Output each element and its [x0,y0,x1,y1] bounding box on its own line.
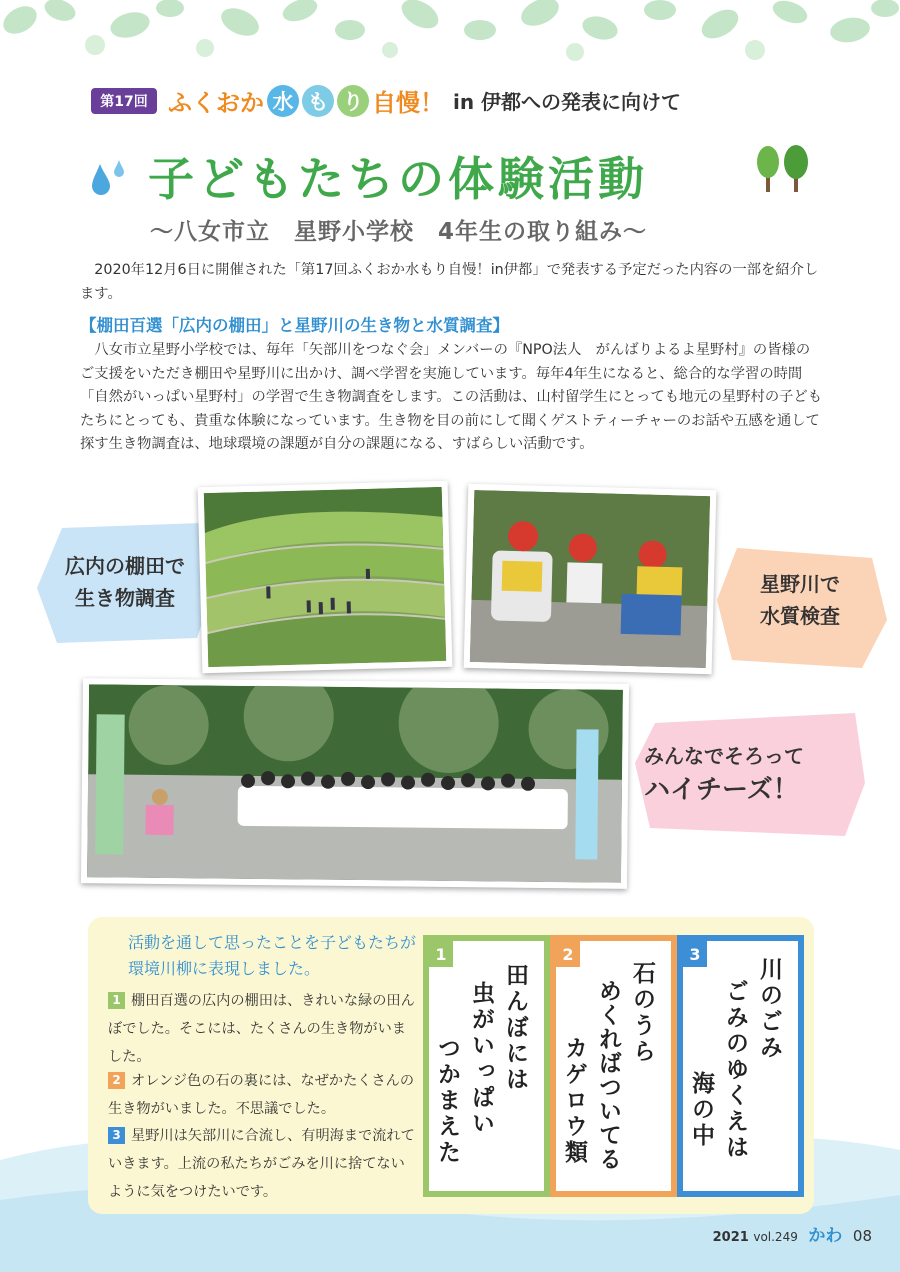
note-number-2: 2 [108,1072,125,1089]
event-char-2: も [302,85,334,117]
event-char-1: 水 [267,85,299,117]
reflection-intro: 活動を通して思ったことを子どもたちが環境川柳に表現しました。 [128,933,417,978]
event-badge: 第17回 [91,88,157,114]
leaf-decoration [0,0,900,70]
card-number-2: 2 [556,941,580,967]
photo-rice-terrace [198,481,453,673]
reflection-note-2 [108,1067,418,1123]
card3-line1: 川のごみ [756,957,782,1061]
card3-line2: ごみのゆくえは [722,979,748,1161]
caption-group-line2: ハイチーズ！ [644,775,799,805]
rice-terrace-image [204,487,446,667]
card2-line2: めくればついてる [595,979,621,1171]
reflection-note-1 [108,987,418,1071]
note-text-3: 星野川は矢部川に合流し、有明海まで流れていきます。上流の私たちがごみを川に捨てないように気をつけたいです。 [108,1128,415,1200]
caption-terrace [40,550,210,614]
senryu-card-1 [423,935,550,1197]
note-number-3: 3 [108,1127,125,1144]
event-name [168,83,681,118]
senryu-card-2 [550,935,677,1197]
note-number-1: 1 [108,992,125,1009]
senryu-card-3 [677,935,804,1197]
event-prefix: ふくおか [168,89,264,117]
note-text-2: オレンジ色の石の裏には、なぜかたくさんの生き物がいました。不思議でした。 [108,1073,415,1117]
event-suffix: 自慢！ [372,89,444,117]
card2-line1: 石のうら [629,961,655,1065]
footer-year: 2021 [712,1230,749,1245]
card1-line3: つかまえた [434,1036,460,1166]
caption-terrace-line1: 広内の棚田で [65,554,185,578]
caption-terrace-line2: 生き物調査 [75,586,175,610]
event-char-3: り [337,85,369,117]
page-title: 子どもたちの体験活動 [148,152,648,206]
page-subtitle: 〜八女市立 星野小学校 4年生の取り組み〜 [150,219,648,245]
caption-river-line1: 星野川で [760,572,840,596]
caption-group-line1: みんなでそろって [644,744,804,768]
reflection-note-3 [108,1122,418,1206]
note-text-1: 棚田百選の広内の棚田は、きれいな緑の田んぼでした。そこには、たくさんの生き物がいました。 [108,993,415,1065]
footer-vol: vol.249 [753,1230,798,1244]
river-test-image [470,490,710,668]
card2-line3: カゲロウ類 [561,1036,587,1166]
caption-river [720,568,880,632]
intro-paragraph: 2020年12月6日に開催された「第17回ふくおか水もり自慢！in伊都」で発表する予定だった内容の一部を紹介します。 [80,262,819,302]
card1-line1: 田んぼには [502,963,528,1093]
footer-brand: かわ [808,1226,843,1246]
group-photo-image [87,684,623,883]
page-footer [713,1221,872,1246]
card1-line2: 虫がいっぱい [468,981,494,1137]
tree-icon [756,144,812,194]
photo-group [81,678,629,889]
caption-river-line2: 水質検査 [760,604,840,628]
event-tail: in 伊都への発表に向けて [453,90,682,114]
section-heading: 【棚田百選「広内の棚田」と星野川の生き物と水質調査】 [80,316,509,335]
page-number: 08 [852,1227,872,1245]
photo-river-test [464,484,717,674]
card-number-3: 3 [683,941,707,967]
card3-line3: 海の中 [688,1071,714,1149]
water-drop-icon [88,158,128,198]
section-body: 八女市立星野小学校では、毎年「矢部川をつなぐ会」メンバーの『NPO法人 がんばりよるよ星野村』の皆様のご支援をいただき棚田や星野川に出かけ、調べ学習を実施しています。毎年4年生になると、総合的な学習の時間「自然がいっぱい星野村」の学習で生き物調査をします。この活動は、山村留学生にとっても地元の星野村の子どもたちにとっても、貴重な体験になっています。生き物を目の前にして聞くゲストティーチャーのお話や五感を通して探す生き物調査は、地球環境の課題が自分の課題になる、すばらしい活動です。 [80,342,823,452]
card-number-1: 1 [429,941,453,967]
caption-group [640,740,864,808]
